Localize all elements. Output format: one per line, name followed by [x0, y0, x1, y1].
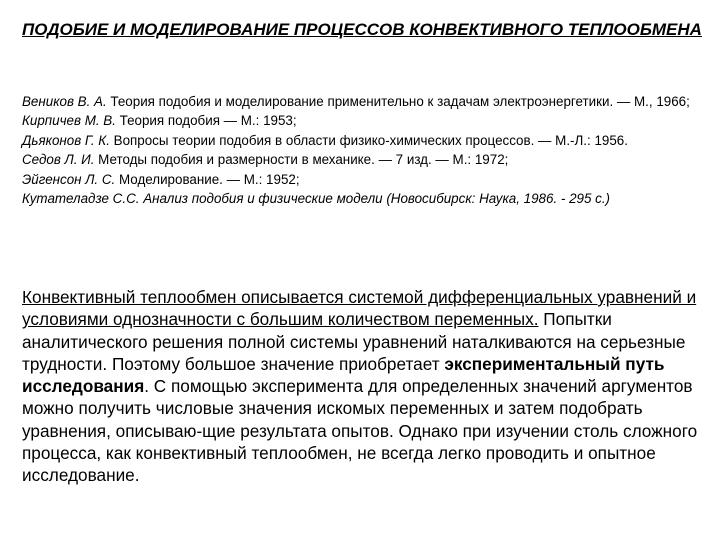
reference-author: Эйгенсон Л. С. [22, 171, 116, 187]
body-bold-text: экспериментальный путь исследования [22, 353, 665, 397]
reference-author: Кутателадзе С.С. Анализ подобия и физические модели (Новосибирск: Наука, 1986. - 295 с.) [22, 191, 611, 207]
body-underlined-text: Конвективный теплообмен описывается системой дифференциальных уравнений и условиями однозначности с большим количеством переменных. [22, 287, 697, 330]
reference-item [22, 131, 702, 150]
reference-text: Теория подобия и моделирование применительно к задачам электроэнергетики. — М., 1966; [106, 94, 690, 109]
body-paragraph [22, 286, 702, 487]
reference-author: Дьяконов Г. К. [22, 132, 110, 148]
reference-text: Моделирование. — М.: 1952; [115, 171, 300, 187]
reference-author: Кирпичев М. В. [22, 113, 116, 129]
reference-item [22, 92, 702, 111]
reference-list [22, 92, 702, 208]
reference-author: Седов Л. И. [22, 152, 95, 168]
reference-item [22, 150, 702, 169]
body-text: . С помощью эксперимента для определенных значений аргументов можно получить числовые значения искомых переменных и затем подобрать уравнения, описываю-щие результата опытов. Однако при изучении столь сложного процесса, как конвективный теплообмен, не всегда легко проводить и опытное исследование. [22, 376, 698, 486]
reference-text: Вопросы теории подобия в области физико-химических процессов. — М.-Л.: 1956. [109, 132, 628, 148]
reference-text: Методы подобия и размерности в механике. — 7 изд. — М.: 1972; [94, 152, 509, 168]
reference-item [22, 111, 702, 130]
reference-author: Веников В. А. [22, 94, 107, 109]
reference-text: Теория подобия — М.: 1953; [115, 113, 297, 129]
reference-item [22, 170, 702, 189]
slide-title: ПОДОБИЕ И МОДЕЛИРОВАНИЕ ПРОЦЕССОВ КОНВЕКТИВНОГО ТЕПЛООБМЕНА [22, 20, 702, 39]
body-text: Попытки аналитического решения полной системы уравнений наталкиваются на серьезные трудности. Поэтому большое значение приобретает [22, 309, 686, 374]
reference-item [22, 189, 702, 208]
